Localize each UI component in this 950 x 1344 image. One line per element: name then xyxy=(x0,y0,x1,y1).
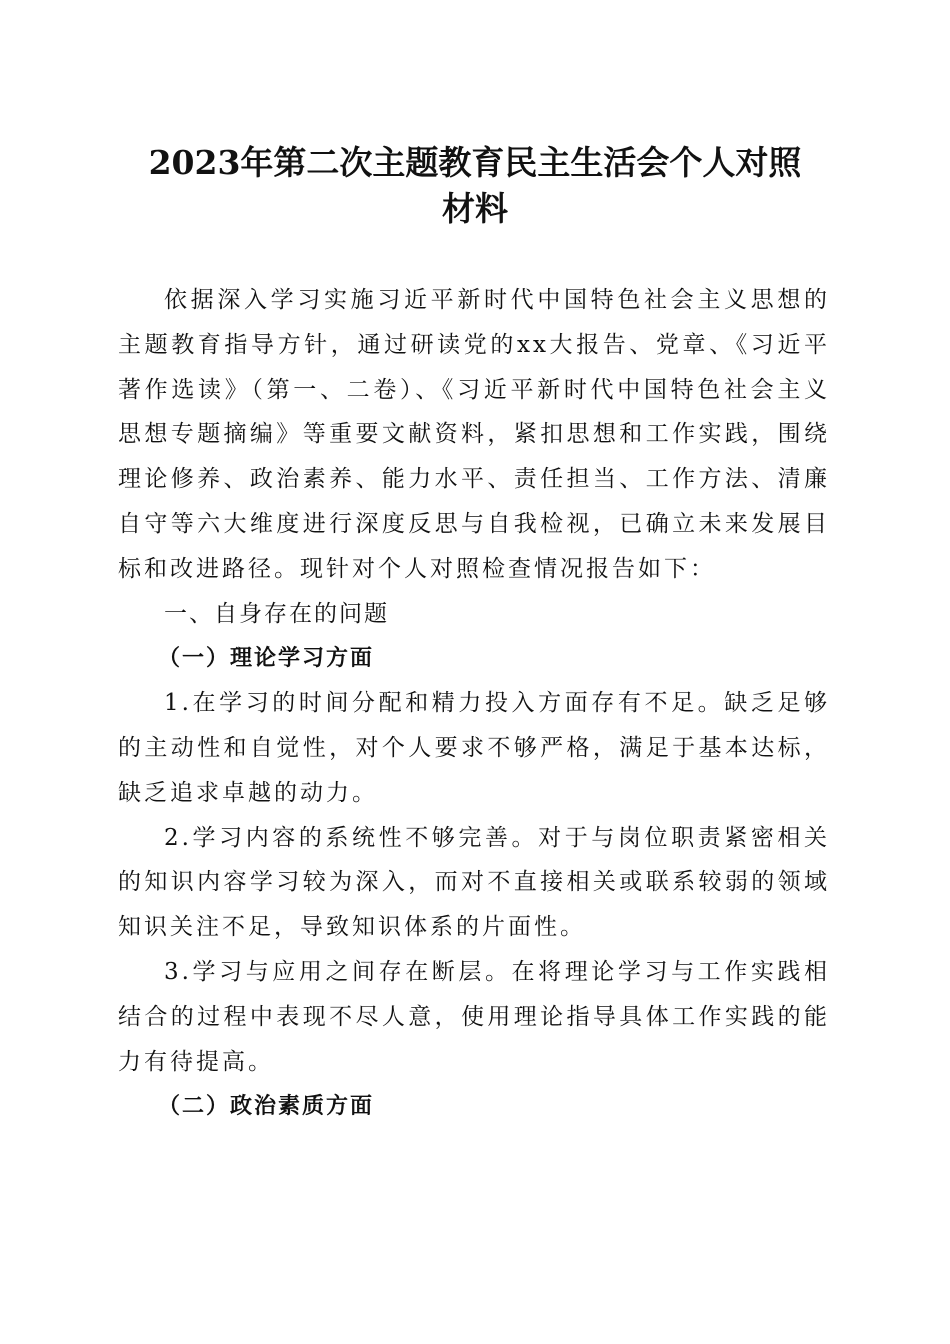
subsection-heading-theory-study: （一）理论学习方面 xyxy=(158,645,375,672)
title-line-2: 材料 xyxy=(442,189,508,228)
section-heading-problems: 一、自身存在的问题 xyxy=(164,600,389,627)
title-line-1: 2023年第二次主题教育民主生活会个人对照 xyxy=(148,143,802,182)
document-body xyxy=(118,278,830,1129)
document-title xyxy=(100,140,850,232)
subsection-heading-political-quality: （二）政治素质方面 xyxy=(158,1093,375,1120)
list-item: 2.学习内容的系统性不够完善。对于与岗位职责紧密相关的知识内容学习较为深入，而对不直接相关或联系较弱的领域知识关注不足，导致知识体系的片面性。 xyxy=(118,824,830,941)
list-item: 3.学习与应用之间存在断层。在将理论学习与工作实践相结合的过程中表现不尽人意，使用理论指导具体工作实践的能力有待提高。 xyxy=(118,958,830,1075)
list-item: 1.在学习的时间分配和精力投入方面存有不足。缺乏足够的主动性和自觉性，对个人要求不够严格，满足于基本达标，缺乏追求卓越的动力。 xyxy=(118,690,830,806)
intro-paragraph: 依据深入学习实施习近平新时代中国特色社会主义思想的主题教育指导方针，通过研读党的xx大报告、党章、《习近平著作选读》（第一、二卷）、《习近平新时代中国特色社会主义思想专题摘编》等重要文献资料，紧扣思想和工作实践，围绕理论修养、政治素养、能力水平、责任担当、工作方法、清廉自守等六大维度进行深度反思与自我检视，已确立未来发展目标和改进路径。现针对个人对照检查情况报告如下： xyxy=(118,287,830,582)
